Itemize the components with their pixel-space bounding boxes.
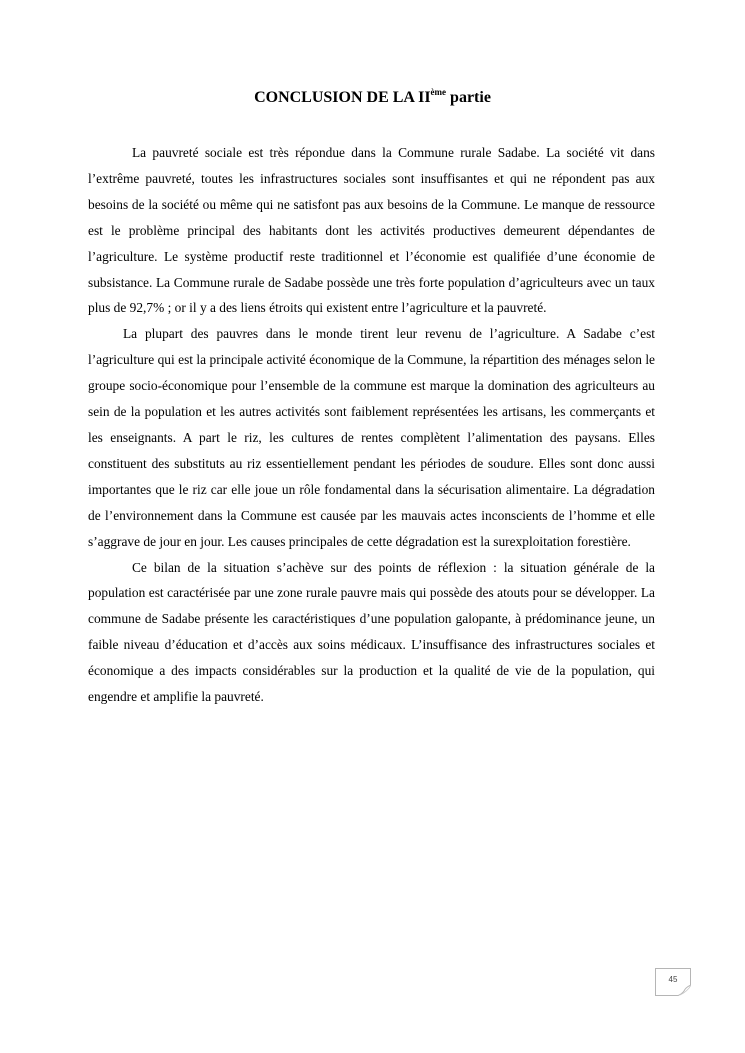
title-suffix: partie — [446, 89, 491, 106]
paragraph-2: La plupart des pauvres dans le monde tirent leur revenu de l’agriculture. A Sadabe c’est l’agriculture qui est la principale activité économique de la Commune, la répartition des ménages selon le groupe socio-économique pour l’ensemble de la commune est marque la domination des agriculteurs au sein de la population et les autres activités sont faiblement représentées les artisans, les commerçants et les enseignants. A part le riz, les cultures de rentes complètent l’alimentation des paysans. Elles constituent des substituts au riz essentiellement pendant les périodes de soudure. Elles sont donc aussi importantes que le riz car elle joue un rôle fondamental dans la sécurisation alimentaire. La dégradation de l’environnement dans la Commune est causée par les mauvais actes inconscients de l’homme et elle s’aggrave de jour en jour. Les causes principales de cette dégradation est la surexploitation forestière. — [88, 326, 655, 549]
page-title — [0, 88, 745, 108]
paragraph-3: Ce bilan de la situation s’achève sur des points de réflexion : la situation générale de la population est caractérisée par une zone rurale pauvre mais qui possède des atouts pour se développer. La commune de Sadabe présente les caractéristiques d’une population galopante, à prédominance jeune, un faible niveau d’éducation et d’accès aux soins médicaux. L’insuffisance des infrastructures sociales et économique a des impacts considérables sur la production et la qualité de vie de la population, qui engendre et amplifie la pauvreté. — [88, 559, 655, 705]
paragraph-1: La pauvreté sociale est très répondue dans la Commune rurale Sadabe. La société vit dans l’extrême pauvreté, toutes les infrastructures sociales sont insuffisantes et qui ne répondent pas aux besoins de la société ou même qui ne satisfont pas aux besoins de la Commune. Le manque de ressource est le problème principal des habitants dont les activités productives demeurent dépendantes de l’agriculture. Le système productif reste traditionnel et l’économie est qualifiée d’une économie de subsistance. La Commune rurale de Sadabe possède une très forte population d’agriculteurs avec un taux plus de 92,7% ; or il y a des liens étroits qui existent entre l’agriculture et la pauvreté. — [88, 145, 655, 316]
title-superscript: ème — [430, 86, 447, 97]
title-main: CONCLUSION DE LA II — [254, 89, 431, 106]
page-curl-icon — [677, 985, 691, 996]
page-number: 45 — [668, 975, 678, 984]
page-number-box — [655, 968, 691, 996]
body-text — [88, 140, 655, 710]
